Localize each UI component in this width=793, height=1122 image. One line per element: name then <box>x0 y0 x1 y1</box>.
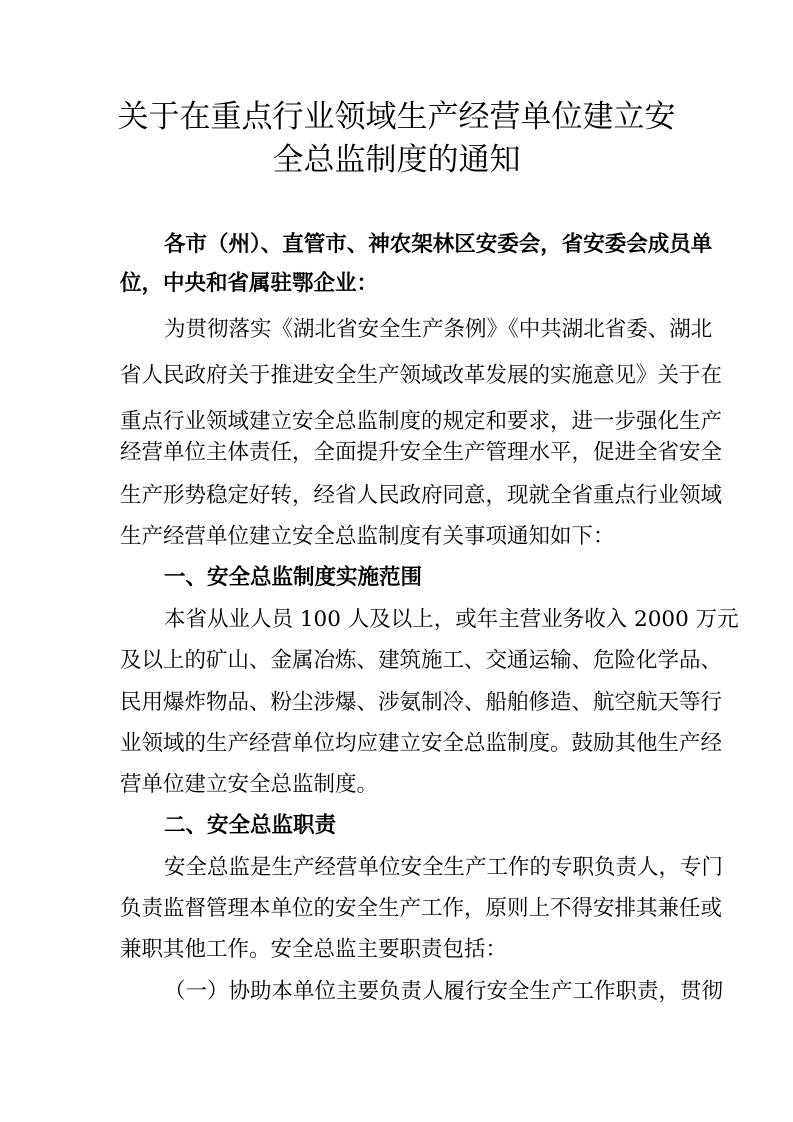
intro-line: 生产形势稳定好转，经省人民政府同意，现就全省重点行业领域 <box>120 483 723 508</box>
intro-line: 经营单位主体责任，全面提升安全生产管理水平，促进全省安全 <box>120 440 723 465</box>
section-1-line: 营单位建立安全总监制度。 <box>120 772 379 797</box>
addressee-line-1: 各市（州）、直管市、神农架林区安委会，省安委会成员单 <box>164 232 713 257</box>
section-1-line: 及以上的矿山、金属冶炼、建筑施工、交通运输、危险化学品、 <box>120 648 723 673</box>
section-1-line: 业领域的生产经营单位均应建立安全总监制度。鼓励其他生产经 <box>120 731 723 756</box>
section-2-line: 负责监督管理本单位的安全生产工作，原则上不得安排其兼任或 <box>120 896 723 921</box>
intro-line: 重点行业领域建立安全总监制度的规定和要求，进一步强化生产 <box>120 409 723 434</box>
intro-line: 省人民政府关于推进安全生产领域改革发展的实施意见》关于在 <box>120 363 723 388</box>
section-2-heading: 二、安全总监职责 <box>164 813 337 838</box>
addressee-line-2: 位，中央和省属驻鄂企业： <box>120 271 379 296</box>
intro-line: 为贯彻落实《湖北省安全生产条例》《中共湖北省委、湖北 <box>164 317 713 342</box>
section-2-line: 安全总监是生产经营单位安全生产工作的专职负责人，专门 <box>164 855 724 880</box>
section-1-line: 民用爆炸物品、粉尘涉爆、涉氨制冷、船舶修造、航空航天等行 <box>120 690 723 715</box>
intro-line: 生产经营单位建立安全总监制度有关事项通知如下： <box>120 524 615 549</box>
document-title-line-1: 关于在重点行业领域生产经营单位建立安 <box>117 99 676 135</box>
document-title-line-2: 全总监制度的通知 <box>272 142 521 178</box>
section-2-item-1: （一）协助本单位主要负责人履行安全生产工作职责，贯彻 <box>164 979 724 1004</box>
section-2-line: 兼职其他工作。安全总监主要职责包括： <box>120 937 508 962</box>
section-1-heading: 一、安全总监制度实施范围 <box>164 565 423 590</box>
section-1-line: 本省从业人员 100 人及以上，或年主营业务收入 2000 万元 <box>164 607 739 632</box>
